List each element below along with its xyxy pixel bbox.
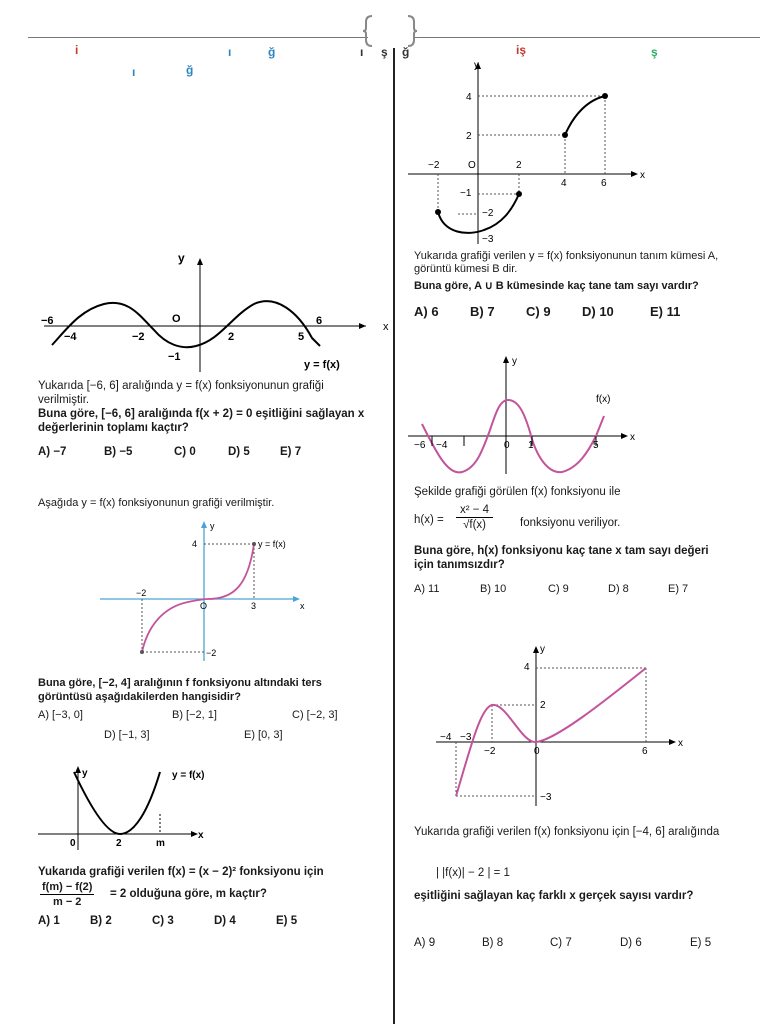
- q5-fraction-den: √f(x): [463, 519, 486, 531]
- q3-graph: [36, 762, 236, 854]
- header-char: ı: [132, 65, 136, 79]
- q4-tick: −1: [460, 188, 472, 199]
- q3-tick: 0: [70, 838, 76, 849]
- q1-tick: −1: [168, 351, 181, 363]
- header-char: ı: [228, 45, 232, 59]
- q1-tick: 5: [298, 331, 305, 343]
- q4-tick: −3: [482, 234, 494, 245]
- q3-option-b[interactable]: B) 2: [90, 915, 112, 927]
- header-rule-left: [28, 37, 368, 38]
- q6-y-label: y: [540, 644, 545, 655]
- q1-x-label: x: [383, 321, 389, 333]
- q2-question: Buna göre, [−2, 4] aralığının f fonksiyonu altındaki ters görüntüsü aşağıdakilerden hangisidir?: [38, 677, 322, 703]
- q3-tick: 2: [116, 838, 122, 849]
- q4-tick: O: [468, 160, 476, 171]
- q3-fraction-num: f(m) − f(2): [42, 881, 93, 893]
- q2-tick: −2: [136, 588, 147, 598]
- column-divider: [393, 48, 395, 1024]
- q4-text: [414, 250, 749, 293]
- q6-option-e[interactable]: E) 5: [690, 937, 712, 949]
- q2-y-label: y: [210, 521, 215, 531]
- q1-tick: O: [172, 313, 181, 325]
- q3-option-d[interactable]: D) 4: [214, 915, 236, 927]
- q1-fn-label: y = f(x): [304, 359, 340, 371]
- q1-tick: 2: [228, 331, 235, 343]
- q4-tick: 2: [466, 131, 472, 142]
- q4-tick: 4: [466, 92, 472, 103]
- q2-tick: −2: [206, 648, 217, 658]
- q6-x-label: x: [678, 738, 683, 749]
- q1-tick: −2: [132, 331, 145, 343]
- q5-option-a[interactable]: A) 11: [414, 583, 440, 595]
- q2-graph: [98, 515, 308, 663]
- q5-tick: −4: [436, 440, 448, 451]
- q5-fraction: [456, 503, 493, 532]
- q1-text: [38, 379, 373, 435]
- q4-tick: −2: [482, 208, 494, 219]
- q2-fn-label: y = f(x): [258, 539, 286, 549]
- header-brace-icon: [362, 14, 418, 48]
- q5-option-e[interactable]: E) 7: [668, 583, 689, 595]
- q5-tick: 0: [504, 440, 510, 451]
- q2-tick: 3: [251, 601, 257, 611]
- header-char: iş: [516, 43, 527, 57]
- q5-tick: 5: [593, 440, 599, 451]
- q5-option-b[interactable]: B) 10: [480, 583, 507, 595]
- q6-question: eşitliğini sağlayan kaç farklı x gerçek sayısı vardır?: [414, 890, 694, 902]
- q5-fn-text: fonksiyonu veriliyor.: [520, 517, 621, 529]
- q2-tick: 4: [192, 539, 198, 549]
- q4-graph: [408, 58, 648, 248]
- q2-intro: Aşağıda y = f(x) fonksiyonunun grafiği verilmiştir.: [38, 497, 275, 509]
- q4-option-b[interactable]: B) 7: [470, 304, 495, 319]
- q6-tick: 4: [524, 662, 530, 673]
- q4-tick: −2: [428, 160, 440, 171]
- q6-option-a[interactable]: A) 9: [414, 937, 436, 949]
- q1-y-label: y: [178, 251, 185, 265]
- q6-tick: −3: [460, 732, 472, 743]
- q4-question: Buna göre, A ∪ B kümesinde kaç tane tam sayı vardır?: [414, 280, 699, 292]
- q3-fraction: [40, 880, 94, 909]
- q6-option-c[interactable]: C) 7: [550, 937, 572, 949]
- q3-option-c[interactable]: C) 3: [152, 915, 174, 927]
- q2-option-d[interactable]: D) [−1, 3]: [104, 729, 150, 741]
- q1-option-a[interactable]: A) −7: [38, 446, 67, 458]
- q3-y-label: y: [82, 768, 88, 779]
- q3-option-a[interactable]: A) 1: [38, 915, 60, 927]
- q6-tick: 6: [642, 746, 648, 757]
- q2-option-e[interactable]: E) [0, 3]: [244, 729, 283, 741]
- q4-option-e[interactable]: E) 11: [650, 304, 681, 319]
- header-char: ı: [360, 45, 364, 59]
- q5-fraction-num: x² − 4: [456, 503, 493, 518]
- q3-fn-label: y = f(x): [172, 770, 205, 781]
- q5-x-label: x: [630, 432, 635, 443]
- q6-equation: | |f(x)| − 2 | = 1: [436, 867, 510, 879]
- q1-option-c[interactable]: C) 0: [174, 446, 196, 458]
- q4-tick: 6: [601, 178, 607, 189]
- q6-option-d[interactable]: D) 6: [620, 937, 642, 949]
- header-char: ş: [381, 45, 388, 59]
- q2-x-label: x: [300, 601, 305, 611]
- q1-option-d[interactable]: D) 5: [228, 446, 250, 458]
- q3-tick: m: [156, 838, 165, 849]
- q4-tick: 2: [516, 160, 522, 171]
- q5-option-c[interactable]: C) 9: [548, 583, 569, 595]
- q6-tick: −3: [540, 792, 552, 803]
- header-char: i: [75, 43, 79, 57]
- q4-stem: Yukarıda grafiği verilen y = f(x) fonksiyonunun tanım kümesi A, görüntü kümesi B dir.: [414, 250, 719, 275]
- q4-x-label: x: [640, 170, 645, 181]
- q5-question: Buna göre, h(x) fonksiyonu kaç tane x tam sayı değeri için tanımsızdır?: [414, 545, 709, 571]
- q1-tick: −4: [64, 331, 77, 343]
- q6-graph: [436, 640, 686, 810]
- q3-option-e[interactable]: E) 5: [276, 915, 298, 927]
- q4-option-d[interactable]: D) 10: [582, 304, 614, 319]
- q1-option-b[interactable]: B) −5: [104, 446, 133, 458]
- q2-tick: O: [200, 601, 208, 611]
- q2-option-c[interactable]: C) [−2, 3]: [292, 709, 338, 721]
- q2-option-b[interactable]: B) [−2, 1]: [172, 709, 217, 721]
- q6-tick: 2: [540, 700, 546, 711]
- q2-option-a[interactable]: A) [−3, 0]: [38, 709, 83, 721]
- q1-tick: −6: [41, 315, 54, 327]
- q1-tick: 6: [316, 315, 323, 327]
- q6-stem: Yukarıda grafiği verilen f(x) fonksiyonu için [−4, 6] aralığında: [414, 826, 720, 838]
- q1-option-e[interactable]: E) 7: [280, 446, 302, 458]
- q5-fn-label: f(x): [596, 394, 611, 405]
- q5-y-label: y: [512, 356, 517, 367]
- q5-option-d[interactable]: D) 8: [608, 583, 629, 595]
- header-char: ğ: [268, 45, 276, 59]
- q6-tick: −2: [484, 746, 496, 757]
- q3-stem: Yukarıda grafiği verilen f(x) = (x − 2)² fonksiyonu için: [38, 866, 324, 878]
- q5-stem: Şekilde grafiği görülen f(x) fonksiyonu ile: [414, 486, 621, 498]
- q1-stem: Yukarıda [−6, 6] aralığında y = f(x) fonksiyonunun grafiği verilmiştir.: [38, 380, 324, 406]
- q6-tick: 0: [534, 746, 540, 757]
- q3-fraction-den: m − 2: [52, 896, 82, 908]
- header-rule-right: [414, 37, 760, 38]
- q5-graph: [408, 352, 638, 477]
- q4-tick: 4: [561, 178, 567, 189]
- q5-h-label: h(x) =: [414, 514, 444, 526]
- q6-option-b[interactable]: B) 8: [482, 937, 504, 949]
- q4-y-label: y: [474, 60, 479, 71]
- q3-x-label: x: [198, 830, 204, 841]
- q1-graph: [36, 250, 389, 375]
- q5-tick: 1: [528, 440, 534, 451]
- q1-question: Buna göre, [−6, 6] aralığında f(x + 2) = 0 eşitliğini sağlayan x değerlerinin toplamı kaçtır?: [38, 408, 365, 434]
- q4-option-c[interactable]: C) 9: [526, 304, 551, 319]
- header-char: ş: [651, 45, 658, 59]
- header-char: ğ: [186, 63, 194, 77]
- header-char: ğ: [402, 45, 410, 59]
- q3-question: = 2 olduğuna göre, m kaçtır?: [110, 888, 267, 900]
- q6-tick: −4: [440, 732, 452, 743]
- q4-option-a[interactable]: A) 6: [414, 304, 439, 319]
- q5-tick: −6: [414, 440, 426, 451]
